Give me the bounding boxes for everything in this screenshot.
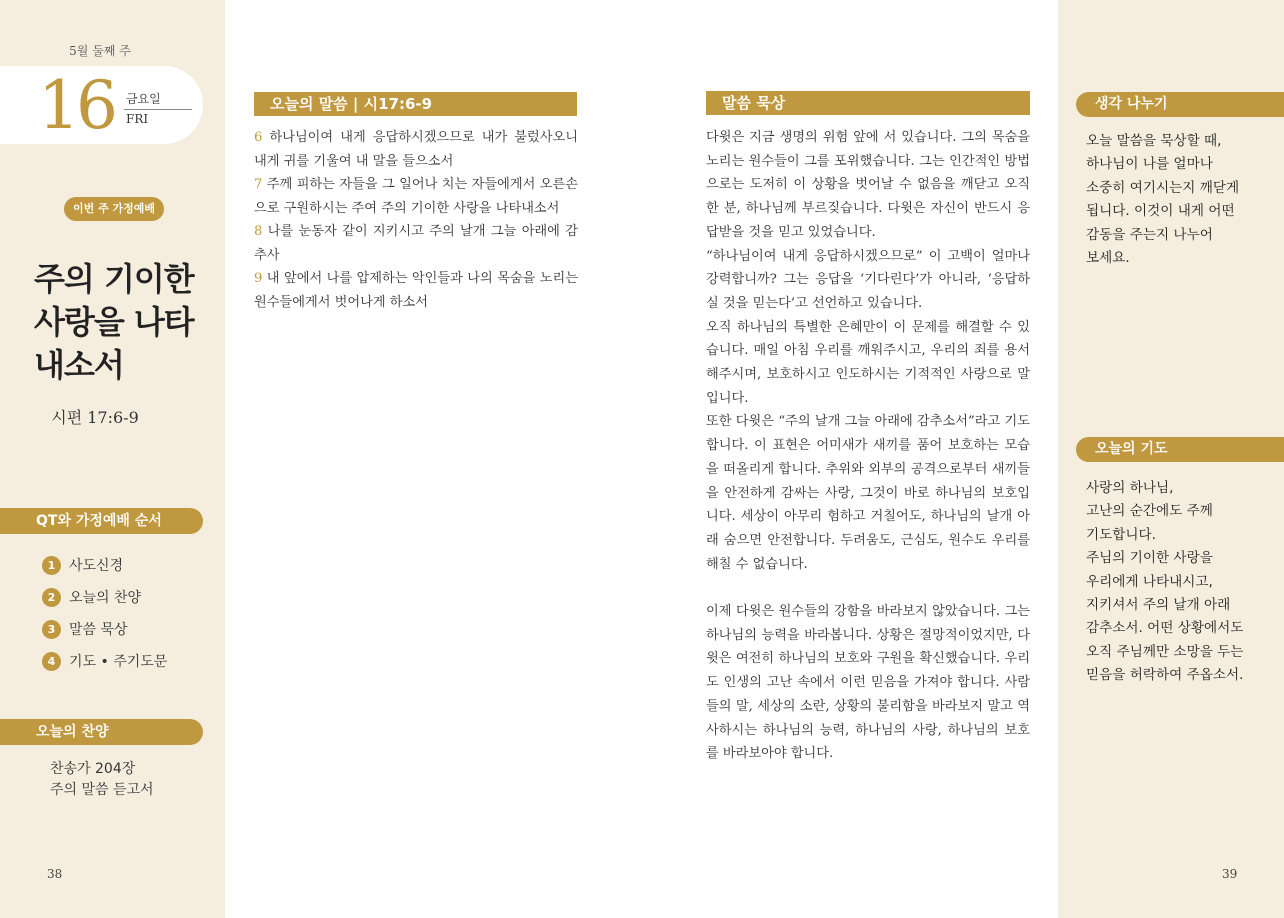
verse-number: 9: [254, 271, 263, 286]
order-number: 1: [42, 556, 61, 575]
share-line: 오늘 말씀을 묵상할 때,: [1086, 133, 1222, 149]
verse-text: 내 앞에서 나를 압제하는 악인들과 나의 목숨을 노리는 원수들에게서 벗어나게 하소서: [254, 271, 578, 310]
order-number: 4: [42, 652, 61, 671]
meditation-header: 말씀 묵상: [706, 91, 1030, 115]
verse-number: 8: [254, 224, 263, 239]
meditation-paragraph: 또한 다윗은 “주의 날개 그늘 아래에 감추소서”라고 기도합니다. 이 표현은 어미새가 새끼를 품어 보호하는 모습을 떠올리게 합니다. 추위와 외부의 공격으로부터 새끼들을 안전하게 감싸는 사랑, 그것이 바로 하나님의 보호입니다. 세상이 아무리 험하고 거칠어도, 하나님의 날개 아래 숨으면 안전합니다. 두려움도, 근심도, 원수도 우리를 해칠 수 없습니다.: [706, 414, 1030, 572]
order-label: 사도신경: [69, 558, 124, 574]
meditation-body: [706, 126, 1030, 766]
order-number: 2: [42, 588, 61, 607]
share-line: 감동을 주는지 나누어: [1086, 226, 1213, 243]
prayer-line: 우리에게 나타내시고,: [1086, 573, 1213, 590]
prayer-line: 사랑의 하나님,: [1086, 480, 1174, 496]
prayer-line: 주님의 기이한 사랑을: [1086, 550, 1213, 567]
family-worship-badge: 이번 주 가정예배: [64, 197, 164, 221]
share-line: 소중히 여기시는지 깨닫게: [1086, 179, 1240, 196]
verse-number: 6: [254, 130, 263, 145]
order-label: 말씀 묵상: [69, 622, 128, 638]
left-sidebar: [0, 0, 225, 918]
share-line: 됩니다. 이것이 내게 어떤: [1086, 203, 1235, 220]
order-label: 기도 • 주기도문: [69, 654, 168, 670]
meditation-paragraph: 다윗은 지금 생명의 위험 앞에 서 있습니다. 그의 목숨을 노리는 원수들이 그를 포위했습니다. 그는 인간적인 방법으로는 도저히 이 상황을 벗어날 수 없음을 깨닫고 오직 한 분, 하나님께 부르짖습니다. 다윗은 자신이 반드시 응답받을 것을 믿고 있었습니다.: [706, 130, 1030, 240]
scripture-header: 오늘의 말씀 | 시17:6-9: [254, 92, 577, 116]
order-header: QT와 가정예배 순서: [0, 508, 203, 534]
meditation-paragraph: 오직 하나님의 특별한 은혜만이 이 문제를 해결할 수 있습니다. 매일 아침 우리를 깨워주시고, 우리의 죄를 용서해주시며, 보호하시고 인도하시는 기적적인 사랑으로 말입니다.: [706, 319, 1030, 406]
meditation-paragraph: 이제 다윗은 원수들의 강함을 바라보지 않았습니다. 그는 하나님의 능력을 바라봅니다. 상황은 절망적이었지만, 다윗은 여전히 하나님의 보호와 구원을 확신했습니다. 우리도 인생의 고난 속에서 이런 믿음을 가져야 합니다. 사람들의 말, 세상의 소란, 상황의 불리함을 바라보지 말고 역사하시는 하나님의 능력, 하나님의 사랑, 하나님의 보호를 바라보아야 합니다.: [706, 604, 1030, 762]
prayer-line: 믿음을 허락하여 주옵소서.: [1086, 667, 1244, 684]
prayer-line: 기도합니다.: [1086, 526, 1156, 543]
prayer-text: [1086, 477, 1266, 688]
order-label: 오늘의 찬양: [69, 590, 142, 606]
date-block: [0, 66, 203, 144]
page-number-left: 38: [47, 867, 63, 881]
scripture-body: [254, 126, 578, 314]
right-sidebar: [1058, 0, 1284, 918]
hymn-header: 오늘의 찬양: [0, 719, 203, 745]
share-header: 생각 나누기: [1076, 92, 1284, 117]
prayer-line: 고난의 순간에도 주께: [1086, 503, 1213, 520]
hymn-number: 찬송가 204장: [50, 761, 136, 777]
order-item-creed: [42, 555, 123, 575]
prayer-line: 오직 주님께만 소망을 두는: [1086, 643, 1244, 660]
day-number: 16: [38, 67, 114, 144]
share-text: [1086, 130, 1266, 270]
devotion-title: [34, 258, 219, 387]
prayer-line: 지키셔서 주의 날개 아래: [1086, 597, 1231, 614]
hymn-title: 주의 말씀 듣고서: [50, 782, 154, 798]
verse-text: 하나님이여 내게 응답하시겠으므로 내가 불렀사오니 내게 귀를 기울여 내 말을 들으소서: [254, 130, 578, 169]
meditation-paragraph: “하나님이여 내게 응답하시겠으므로” 이 고백이 얼마나 강력합니까? 그는 응답을 ‘기다린다’가 아니라, ‘응답하실 것을 믿는다’고 선언하고 있습니다.: [706, 248, 1030, 311]
scripture-reference: 시편 17:6-9: [51, 408, 139, 427]
verse-text: 나를 눈동자 같이 지키시고 주의 날개 그늘 아래에 감추사: [254, 224, 578, 263]
prayer-line: 감추소서. 어떤 상황에서도: [1086, 620, 1244, 637]
week-label: 5월 둘째 주: [69, 44, 131, 58]
weekday-divider: [124, 109, 192, 110]
order-item-prayer: [42, 651, 167, 671]
page-number-right: 39: [1222, 867, 1238, 881]
verse: [254, 173, 578, 220]
share-line: 하나님이 나를 얼마나: [1086, 156, 1213, 173]
verse: [254, 220, 578, 267]
order-item-meditation: [42, 619, 128, 639]
order-number: 3: [42, 620, 61, 639]
title-line: 내소서: [34, 346, 124, 384]
title-line: 주의 기이한: [34, 260, 194, 298]
verse: [254, 267, 578, 314]
verse: [254, 126, 578, 173]
verse-text: 주께 피하는 자들을 그 일어나 치는 자들에게서 오른손으로 구원하시는 주여 주의 기이한 사랑을 나타내소서: [254, 177, 578, 216]
verse-number: 7: [254, 177, 263, 192]
prayer-header: 오늘의 기도: [1076, 437, 1284, 462]
weekday-korean: 금요일: [126, 92, 161, 106]
weekday-english: FRI: [126, 112, 149, 126]
title-line: 사랑을 나타: [34, 303, 194, 341]
share-line: 보세요.: [1086, 250, 1130, 267]
paragraph-gap: [706, 576, 1030, 600]
order-item-hymn: [42, 587, 141, 607]
